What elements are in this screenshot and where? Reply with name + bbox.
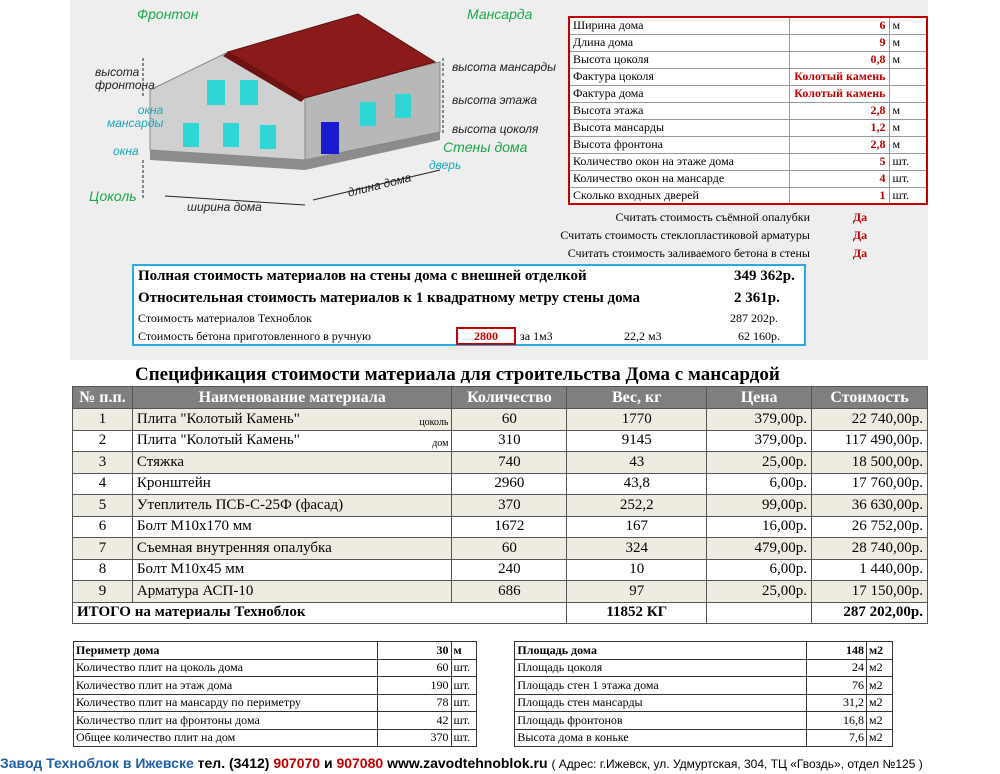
spec-qty: 686 [452,581,567,603]
window-shape [360,102,376,126]
param-row [569,68,927,85]
dims-row [74,712,893,730]
cost-full-row [138,268,800,285]
dims-label: Площадь цоколя [515,659,807,677]
flag-value[interactable]: Да [852,246,868,260]
label-tsokol: Цоколь [89,188,137,204]
spec-num: 9 [73,581,133,603]
param-label: Высота фронтона [569,136,789,153]
spec-header-row [73,387,928,409]
label-mansarda: Мансарда [467,6,533,22]
params-table [568,16,928,205]
spec-name: Плита "Колотый Камень" [136,432,300,449]
param-value[interactable]: Колотый камень [789,68,889,85]
spec-name-cell [132,409,452,431]
param-unit: шт. [889,153,927,170]
dims-unit: м2 [866,659,892,677]
dims-label: Площадь стен мансарды [515,694,807,712]
param-label: Количество окон на этаже дома [569,153,789,170]
spec-header-cell: Стоимость [812,387,928,409]
spec-row [73,473,928,495]
spec-name-cell [132,473,452,495]
label-dver: дверь [429,158,462,172]
param-label: Сколько входных дверей [569,187,789,204]
dims-row [74,659,893,677]
spec-cost: 17 150,00р. [812,581,928,603]
param-value[interactable]: 4 [789,170,889,187]
dims-row [74,729,893,747]
spec-weight: 9145 [567,430,707,452]
param-unit [889,68,927,85]
dims-label: Общее количество плит на дом [74,729,378,747]
spec-price: 99,00р. [707,495,812,517]
dims-unit: шт. [451,712,477,730]
spec-total-empty [707,602,812,624]
spec-header-cell: Количество [452,387,567,409]
label-vysota-mansardy: высота мансарды [452,60,556,74]
spec-num: 3 [73,452,133,474]
dims-unit: шт. [451,677,477,695]
param-unit [889,85,927,102]
dims-row [74,642,893,660]
spec-qty: 2960 [452,473,567,495]
dims-label: Площадь дома [515,642,807,660]
dims-value: 30 [377,642,451,660]
spec-num: 4 [73,473,133,495]
spec-num: 5 [73,495,133,517]
param-unit: м [889,51,927,68]
cost-mat-row [138,311,800,326]
footer-phone-1[interactable]: 907070 [273,755,321,771]
spec-row [73,409,928,431]
spec-weight: 252,2 [567,495,707,517]
spec-header-cell: Наименование материала [132,387,452,409]
spec-num: 6 [73,516,133,538]
spec-weight: 1770 [567,409,707,431]
flag-label: Считать стоимость съёмной опалубки [615,210,810,224]
label-dlina-doma: длина дома [346,170,413,200]
dims-value: 16,8 [807,712,867,730]
footer-tel-label: тел. (3412) [197,755,270,771]
spec-row [73,559,928,581]
param-row [569,170,927,187]
spec-price: 6,00р. [707,473,812,495]
dims-label: Количество плит на этаж дома [74,677,378,695]
dims-value: 76 [807,677,867,695]
dims-gap [477,677,515,695]
param-unit: шт. [889,170,927,187]
footer-company: Завод Техноблок в Ижевске [0,755,194,771]
dims-gap [477,729,515,747]
spec-name: Болт М10х170 мм [136,518,252,535]
footer-and: и [323,755,333,771]
cost-rel-label: Относительная стоимость материалов к 1 квадратному метру стены дома [138,290,640,306]
dims-value: 78 [377,694,451,712]
cost-full-value: 349 362р. [734,268,795,284]
param-row [569,187,927,204]
house-diagram [75,0,575,220]
spec-total-weight: 11852 КГ [567,602,707,624]
param-value[interactable]: 9 [789,34,889,51]
spec-cost: 18 500,00р. [812,452,928,474]
spec-row [73,430,928,452]
param-unit: м [889,17,927,34]
spec-price: 16,00р. [707,516,812,538]
spec-price: 479,00р. [707,538,812,560]
spec-name-sub: дом [432,438,449,449]
concrete-per-label: за 1м3 [520,329,553,343]
dims-label: Площадь фронтонов [515,712,807,730]
spec-name: Арматура АСП-10 [136,582,254,599]
param-label: Ширина дома [569,17,789,34]
spec-cost: 1 440,00р. [812,559,928,581]
flag-row [500,226,920,244]
flag-row [500,208,920,226]
label-steny-doma: Стены дома [443,139,528,155]
spec-name-cell [132,538,452,560]
spec-num: 7 [73,538,133,560]
dims-value: 42 [377,712,451,730]
spec-name-cell [132,430,452,452]
param-label: Высота этажа [569,102,789,119]
spec-weight: 43 [567,452,707,474]
spec-name: Стяжка [136,453,185,470]
param-value[interactable]: Колотый камень [789,85,889,102]
flag-label: Считать стоимость стеклопластиковой арматуры [560,228,810,242]
dims-value: 370 [377,729,451,747]
dims-label: Количество плит на фронтоны дома [74,712,378,730]
dims-row [74,677,893,695]
spec-price: 379,00р. [707,409,812,431]
dims-label: Площадь стен 1 этажа дома [515,677,807,695]
param-value[interactable]: 6 [789,17,889,34]
param-value[interactable]: 2,8 [789,102,889,119]
spec-weight: 10 [567,559,707,581]
param-row [569,34,927,51]
param-row [569,17,927,34]
spec-qty: 310 [452,430,567,452]
param-label: Количество окон на мансарде [569,170,789,187]
concrete-volume: 22,2 м3 [624,329,662,343]
param-value[interactable]: 1,2 [789,119,889,136]
cost-rel-value: 2 361р. [734,290,780,306]
dims-unit: м [451,642,477,660]
label-fronton: Фронтон [137,6,199,22]
window-shape [260,125,276,149]
dims-value: 24 [807,659,867,677]
dims-value: 31,2 [807,694,867,712]
flag-label: Считать стоимость заливаемого бетона в стены [567,246,810,260]
param-value[interactable]: 1 [789,187,889,204]
dims-unit: м2 [866,694,892,712]
spec-name-cell [132,516,452,538]
spec-name-sub: цоколь [419,416,449,428]
window-shape [395,94,411,118]
dims-table [73,641,893,747]
cost-concrete-row [138,329,800,344]
param-row [569,153,927,170]
dims-unit: м2 [866,642,892,660]
spec-qty: 60 [452,409,567,431]
dims-gap [477,694,515,712]
label-vysota-tsokolya: высота цоколя [452,122,539,136]
param-value[interactable]: 5 [789,153,889,170]
param-value[interactable]: 2,8 [789,136,889,153]
param-unit: м [889,34,927,51]
spec-name: Съемная внутренняя опалубка [136,539,332,556]
spec-weight: 43,8 [567,473,707,495]
window-shape [223,123,239,147]
label-vysota-frontona: высота фронтона [95,65,155,92]
spec-name-cell [132,581,452,603]
spec-num: 8 [73,559,133,581]
param-label: Длина дома [569,34,789,51]
dims-unit: шт. [451,729,477,747]
dims-gap [477,642,515,660]
flag-row [500,244,920,262]
dims-value: 60 [377,659,451,677]
spec-header-cell: Цена [707,387,812,409]
param-row [569,102,927,119]
spec-cost: 117 490,00р. [812,430,928,452]
spec-cost: 17 760,00р. [812,473,928,495]
spec-total-cost: 287 202,00р. [812,602,928,624]
dims-gap [477,659,515,677]
param-value[interactable]: 0,8 [789,51,889,68]
spec-qty: 1672 [452,516,567,538]
spec-row [73,538,928,560]
label-shirina-doma: ширина дома [187,200,262,214]
calc-flags [500,208,920,262]
footer-address: ( Адрес: г.Ижевск, ул. Удмуртская, 304, ТЦ «Гвоздь», отдел №125 ) [551,757,923,771]
dims-label: Периметр дома [74,642,378,660]
spec-num: 1 [73,409,133,431]
dims-label: Количество плит на цоколь дома [74,659,378,677]
dims-unit: шт. [451,694,477,712]
spec-cost: 22 740,00р. [812,409,928,431]
cost-mat-value: 287 202р. [730,311,778,325]
param-unit: шт. [889,187,927,204]
param-row [569,51,927,68]
spec-total-label: ИТОГО на материалы Техноблок [73,602,567,624]
spec-row [73,495,928,517]
footer [0,752,1000,774]
concrete-price-input[interactable]: 2800 [456,327,516,345]
footer-phone-2[interactable]: 907080 [336,755,384,771]
spec-price: 379,00р. [707,430,812,452]
param-label: Высота мансарды [569,119,789,136]
spec-qty: 240 [452,559,567,581]
label-okna-mansardy: окна мансарды [107,103,164,130]
spec-num: 2 [73,430,133,452]
dims-unit: шт. [451,659,477,677]
spec-qty: 370 [452,495,567,517]
mansard-window-shape [240,80,258,105]
param-row [569,85,927,102]
param-label: Фактура цоколя [569,68,789,85]
spec-name: Болт М10х45 мм [136,561,245,578]
dims-unit: м2 [866,729,892,747]
spec-weight: 324 [567,538,707,560]
flag-value[interactable]: Да [852,228,868,242]
param-row [569,136,927,153]
footer-site-link[interactable]: www.zavodtehnoblok.ru [387,755,548,771]
spec-name-cell [132,452,452,474]
concrete-value: 62 160р. [738,329,780,343]
dims-value: 148 [807,642,867,660]
spec-name: Плита "Колотый Камень" [136,410,300,427]
dims-unit: м2 [866,712,892,730]
param-label: Высота цоколя [569,51,789,68]
spec-total-row [73,602,928,624]
spec-header-cell: № п.п. [73,387,133,409]
spec-name-cell [132,495,452,517]
label-okna: окна [113,144,139,158]
spec-price: 6,00р. [707,559,812,581]
spec-row [73,452,928,474]
spec-weight: 97 [567,581,707,603]
spec-title: Спецификация стоимости материала для строительства Дома с мансардой [135,364,780,385]
cost-concrete-label: Стоимость бетона приготовленного в ручную [138,329,372,343]
cost-mat-label: Стоимость материалов Техноблок [138,311,312,325]
dims-value: 190 [377,677,451,695]
param-unit: м [889,119,927,136]
spec-cost: 28 740,00р. [812,538,928,560]
param-label: Фактура дома [569,85,789,102]
spec-price: 25,00р. [707,581,812,603]
param-row [569,119,927,136]
spec-header-cell: Вес, кг [567,387,707,409]
spec-price: 25,00р. [707,452,812,474]
spec-name: Кронштейн [136,475,211,492]
spec-qty: 740 [452,452,567,474]
window-shape [183,123,199,147]
spec-name-cell [132,559,452,581]
spec-qty: 60 [452,538,567,560]
dims-unit: м2 [866,677,892,695]
door-shape [321,122,339,154]
cost-rel-row [138,290,800,307]
flag-value[interactable]: Да [852,210,868,224]
spec-name: Утеплитель ПСБ-С-25Ф (фасад) [136,496,344,513]
cost-full-label: Полная стоимость материалов на стены дома с внешней отделкой [138,268,587,284]
label-vysota-etazha: высота этажа [452,93,538,107]
dims-value: 7,6 [807,729,867,747]
spec-row [73,581,928,603]
spec-cost: 26 752,00р. [812,516,928,538]
spec-row [73,516,928,538]
param-unit: м [889,102,927,119]
spec-weight: 167 [567,516,707,538]
spec-cost: 36 630,00р. [812,495,928,517]
cost-summary-box [132,264,806,346]
dims-row [74,694,893,712]
param-unit: м [889,136,927,153]
dims-gap [477,712,515,730]
spec-table [72,386,928,624]
dims-label: Высота дома в коньке [515,729,807,747]
dims-label: Количество плит на мансарду по периметру [74,694,378,712]
mansard-window-shape [207,80,225,105]
